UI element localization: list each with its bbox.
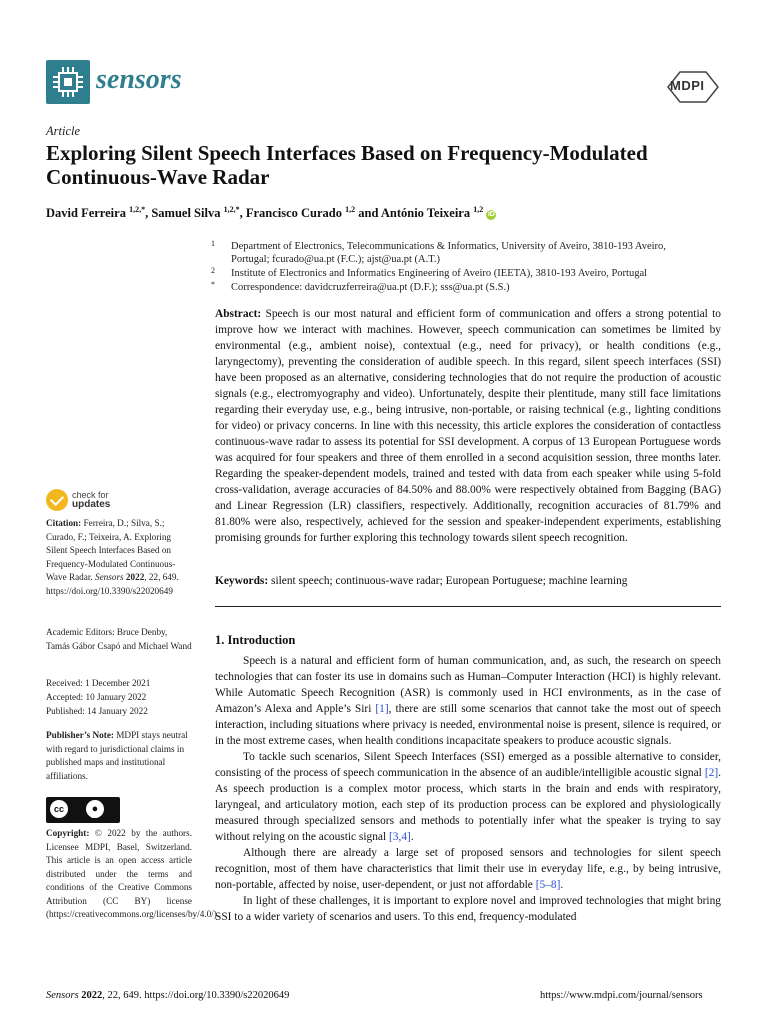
footer-citation: [46, 990, 289, 1001]
paragraph: [215, 749, 721, 845]
received-date: Received: 1 December 2021: [46, 678, 151, 688]
citation-link[interactable]: [3,4]: [389, 831, 411, 843]
affiliation-mark: 1: [211, 239, 215, 248]
paragraph: [215, 653, 721, 749]
cc-by-label: BY: [91, 814, 100, 820]
section-heading: 1. Introduction: [215, 633, 296, 647]
paragraph-text: .: [410, 831, 414, 843]
citation-text: Ferreira, D.; Silva, S.; Curado, F.; Teixeira, A. Exploring Silent Speech Interfaces Based on Frequency-Modulated Continuous-Wave Radar.: [46, 518, 176, 582]
journal-logo[interactable]: [46, 60, 90, 104]
citation-label: Citation:: [46, 518, 82, 528]
paragraph-text: . As speech production is a complex motor process, which starts in the brain and ends with respiratory, laryngeal, and articulatory motion, each step of its production process can be explored and physiologically measured through specialized sensors and methods to potentially infer what the speaker is trying to say without relying on the acoustic signal: [215, 767, 721, 843]
affiliation-text: Institute of Electronics and Informatics Engineering of Aveiro (IEETA), 3810-193 Aveiro, Portugal: [231, 268, 648, 279]
keywords: [215, 573, 721, 589]
author-affiliation-sup: 1,2,*: [223, 205, 240, 214]
author-name[interactable]: Francisco Curado: [245, 206, 343, 221]
author-name[interactable]: David Ferreira: [46, 206, 126, 221]
copyright-text: © 2022 by the authors. Licensee MDPI, Basel, Switzerland. This article is an open access article distributed under the terms and conditions of the Creative Commons Attribution (CC BY) license (https://creativecommons.org/licenses/by/4.0/).: [46, 828, 220, 919]
affiliation-mark: *: [211, 280, 215, 289]
check-for-updates-button[interactable]: [46, 486, 146, 516]
author-list: David Ferreira $^{1,2,*}$, Samuel Silva $^{1,2,*}$, Francisco Curado $^{1,2}$ and António Teixeira $^{1,2}$ iD: [46, 205, 495, 221]
paragraph-text: , there are still some scenarios that cannot take the most out of speech interaction, including situations where privacy is needed, environmental noise is present, silence is required, or in the most extreme cases, when health conditions incapacitate speakers to produce acoustic signals.: [215, 703, 721, 747]
academic-editors: Academic Editors: Bruce Denby, Tamás Gábor Csapó and Michael Wand: [46, 627, 192, 651]
citation-link[interactable]: [5–8]: [535, 879, 561, 891]
orcid-icon[interactable]: iD: [487, 211, 495, 219]
chip-icon: [46, 60, 90, 104]
affiliation-text: Department of Electronics, Telecommunications & Informatics, University of Aveiro, 3810-193 Aveiro, Portugal; fcurado@ua.pt (F.C.); ajst@ua.pt (A.T.): [231, 241, 666, 265]
abstract-label: Abstract:: [215, 308, 262, 320]
citation-journal: Sensors: [95, 572, 124, 582]
affiliation-mark: 2: [211, 266, 215, 275]
creative-commons-icon: cc: [50, 800, 68, 818]
publisher-name: MDPI: [670, 78, 705, 93]
citation-year: 2022: [125, 572, 145, 582]
copyright-block: [46, 827, 220, 922]
citation-block: [46, 517, 192, 598]
author-name[interactable]: António Teixeira: [380, 206, 471, 221]
paragraph-text: Speech is a natural and efficient form of human communication, and, as such, the research on speech technologies that can foster its use in domains such as Human–Computer Interaction (HCI) is highly relevant. While Automatic Speech Recognition (ASR) is commonly used in HCI environments, as in the case of Amazon’s Alexa and Apple’s Siri: [215, 655, 721, 715]
paragraph: [215, 845, 721, 893]
footer-doi[interactable]: , 22, 649. https://doi.org/10.3390/s22020649: [102, 990, 290, 1001]
mdpi-logo[interactable]: [666, 70, 720, 104]
introduction-body: [215, 653, 721, 925]
author-affiliation-sup: 1,2: [345, 205, 356, 214]
affiliation-text: Correspondence: davidcruzferreira@ua.pt (D.F.); sss@ua.pt (S.S.): [231, 282, 510, 293]
journal-name[interactable]: sensors: [96, 64, 182, 95]
article-type: Article: [46, 124, 81, 138]
footer-journal: Sensors: [46, 990, 79, 1001]
checkmark-icon: [46, 489, 68, 511]
accepted-date: Accepted: 10 January 2022: [46, 692, 147, 702]
check-updates-line2: updates: [72, 499, 111, 510]
attribution-person-icon: ●: [86, 800, 104, 818]
paragraph-text: Although there are already a large set of proposed sensors and technologies for silent speech recognition, most of them have characteristics that limit their use in everyday life, e.g., by being intrusive, non-portable, affected by noise, user-dependent, or just not affordable: [215, 847, 721, 891]
copyright-label: Copyright:: [46, 828, 90, 838]
keywords-label: Keywords:: [215, 575, 269, 587]
paragraph-text: .: [560, 879, 564, 891]
publisher-note-label: Publisher’s Note:: [46, 730, 114, 740]
keywords-text: silent speech; continuous-wave radar; European Portuguese; machine learning: [271, 575, 628, 587]
footer-year: 2022: [81, 990, 103, 1001]
published-date: Published: 14 January 2022: [46, 706, 148, 716]
cc-by-license-badge[interactable]: [46, 797, 120, 823]
citation-link[interactable]: [1]: [375, 703, 389, 715]
publisher-note: [46, 729, 192, 783]
author-affiliation-sup: 1,2,*: [129, 205, 146, 214]
paragraph-text: To tackle such scenarios, Silent Speech Interfaces (SSI) emerged as a possible alternative to consider, consisting of the process of speech communication in the absence of an audible/intelligible acoustic signal: [215, 751, 721, 779]
citation-link[interactable]: [2]: [704, 767, 719, 779]
author-affiliation-sup: 1,2: [473, 205, 484, 214]
paragraph: In light of these challenges, it is important to explore novel and improved technologies that might bring SSI to a wider variety of scenarios and users. To this end, frequency-modulated: [215, 895, 721, 923]
author-name[interactable]: Samuel Silva: [151, 206, 221, 221]
check-updates-label: [72, 490, 110, 510]
citation-doi[interactable]: , 22, 649. https://doi.org/10.3390/s22020649: [46, 572, 179, 596]
publisher-note-text: MDPI stays neutral with regard to jurisdictional claims in published maps and institutional affiliations.: [46, 730, 188, 781]
footer-journal-url[interactable]: https://www.mdpi.com/journal/sensors: [540, 990, 703, 1001]
abstract-text: Speech is our most natural and efficient form of communication and offers a strong potential to improve how we interact with machines. However, speech communication can sometimes be limited by environmental (e.g., ambient noise), contextual (e.g., need for privacy), or health conditions (e.g., laryngectomy), preventing the consideration of audible speech. In this regard, silent speech interfaces (SSI) have been proposed as an alternative, considering technologies that do not require the production of acoustic signals (e.g., electromyography and video). Unfortunately, despite their plentitude, many still face limitations regarding their everyday use, e.g., being intrusive, non-portable, or raising technical (e.g., lighting conditions for video) or privacy concerns. In line with this necessity, this article explores the consideration of contactless continuous-wave radar to assess its potential for SSI development. A corpus of 13 European Portuguese words was acquired for four speakers and three of them enrolled in a second acquisition session, three months later. Regarding the speaker-dependent models, trained and tested with data from each speaker while using 5-fold cross-validation, average accuracies of 84.50% and 88.00% were respectively obtained from Bagging (BAG) and Linear Regression (LR) classifiers, respectively. Additionally, recognition accuracies of 81.79% and 81.80% were also, respectively, achieved for the session and speaker-independent experiments, establishing promising grounds for further exploring this technology towards silent speech recognition.: [215, 308, 721, 544]
section-divider: [215, 606, 721, 607]
article-title: Exploring Silent Speech Interfaces Based on Frequency-Modulated Continuous-Wave Radar: [46, 141, 648, 189]
check-updates-line1: check for: [72, 490, 109, 500]
abstract: [215, 306, 721, 546]
